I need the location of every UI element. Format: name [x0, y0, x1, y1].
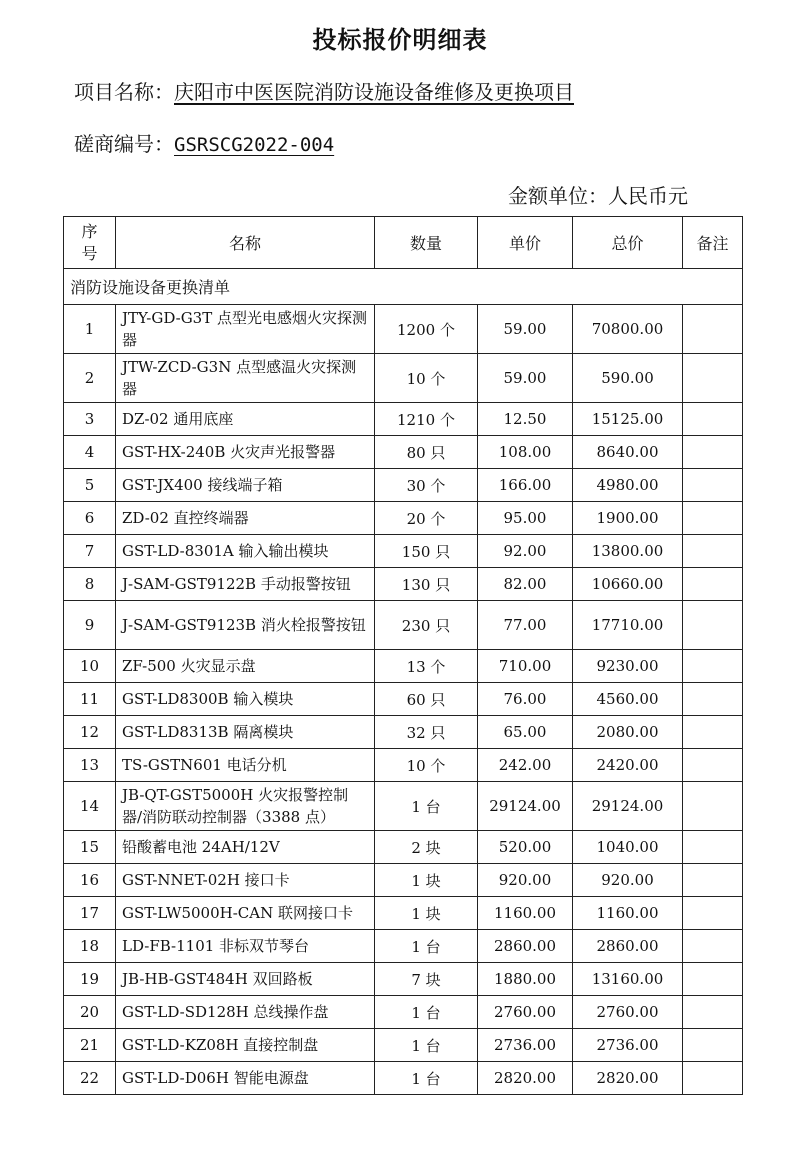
table-row	[64, 963, 743, 996]
item-total-price: 2080.00	[573, 716, 683, 749]
item-name: JTY-GD-G3T 点型光电感烟火灾探测器	[116, 305, 375, 354]
item-total-price: 15125.00	[573, 403, 683, 436]
item-total-price: 2760.00	[573, 996, 683, 1029]
item-quantity: 1 台	[375, 996, 478, 1029]
item-quantity: 10 个	[375, 749, 478, 782]
quote-table	[63, 216, 743, 1095]
table-row	[64, 1062, 743, 1095]
item-unit-price: 95.00	[478, 502, 573, 535]
item-unit-price: 77.00	[478, 601, 573, 650]
table-row	[64, 502, 743, 535]
row-number: 3	[64, 403, 116, 436]
item-total-price: 1160.00	[573, 897, 683, 930]
table-row	[64, 864, 743, 897]
item-note	[683, 469, 743, 502]
col-qty: 数量	[375, 217, 478, 269]
item-total-price: 29124.00	[573, 782, 683, 831]
table-row	[64, 568, 743, 601]
item-unit-price: 92.00	[478, 535, 573, 568]
row-number: 14	[64, 782, 116, 831]
table-row	[64, 354, 743, 403]
item-name: GST-JX400 接线端子箱	[116, 469, 375, 502]
item-total-price: 2820.00	[573, 1062, 683, 1095]
item-quantity: 10 个	[375, 354, 478, 403]
item-quantity: 230 只	[375, 601, 478, 650]
item-name: GST-LD-KZ08H 直接控制盘	[116, 1029, 375, 1062]
item-unit-price: 2760.00	[478, 996, 573, 1029]
row-number: 17	[64, 897, 116, 930]
item-name: GST-HX-240B 火灾声光报警器	[116, 436, 375, 469]
table-row	[64, 436, 743, 469]
col-name: 名称	[116, 217, 375, 269]
item-total-price: 2420.00	[573, 749, 683, 782]
item-quantity: 30 个	[375, 469, 478, 502]
item-quantity: 1 块	[375, 864, 478, 897]
item-note	[683, 897, 743, 930]
item-total-price: 9230.00	[573, 650, 683, 683]
row-number: 10	[64, 650, 116, 683]
table-row	[64, 1029, 743, 1062]
row-number: 16	[64, 864, 116, 897]
row-number: 20	[64, 996, 116, 1029]
col-total: 总价	[573, 217, 683, 269]
item-name: JB-HB-GST484H 双回路板	[116, 963, 375, 996]
project-name: 庆阳市中医医院消防设施设备维修及更换项目	[174, 80, 574, 104]
row-number: 1	[64, 305, 116, 354]
item-unit-price: 920.00	[478, 864, 573, 897]
item-name: GST-LD-D06H 智能电源盘	[116, 1062, 375, 1095]
row-number: 8	[64, 568, 116, 601]
item-note	[683, 683, 743, 716]
item-unit-price: 2736.00	[478, 1029, 573, 1062]
table-row	[64, 749, 743, 782]
item-total-price: 1900.00	[573, 502, 683, 535]
row-number: 12	[64, 716, 116, 749]
item-unit-price: 12.50	[478, 403, 573, 436]
item-unit-price: 108.00	[478, 436, 573, 469]
row-number: 9	[64, 601, 116, 650]
item-note	[683, 650, 743, 683]
table-row	[64, 897, 743, 930]
item-quantity: 1 台	[375, 1062, 478, 1095]
item-name: J-SAM-GST9122B 手动报警按钮	[116, 568, 375, 601]
item-name: LD-FB-1101 非标双节琴台	[116, 930, 375, 963]
item-name: GST-LD-SD128H 总线操作盘	[116, 996, 375, 1029]
item-note	[683, 403, 743, 436]
table-row	[64, 683, 743, 716]
row-number: 13	[64, 749, 116, 782]
item-total-price: 17710.00	[573, 601, 683, 650]
item-note	[683, 963, 743, 996]
item-note	[683, 749, 743, 782]
section-title: 消防设施设备更换清单	[64, 269, 743, 305]
project-label: 项目名称：	[74, 80, 174, 104]
item-quantity: 32 只	[375, 716, 478, 749]
row-number: 22	[64, 1062, 116, 1095]
item-name: GST-LD-8301A 输入输出模块	[116, 535, 375, 568]
item-total-price: 13800.00	[573, 535, 683, 568]
item-quantity: 7 块	[375, 963, 478, 996]
section-row	[64, 269, 743, 305]
item-unit-price: 82.00	[478, 568, 573, 601]
item-name: GST-LD8300B 输入模块	[116, 683, 375, 716]
item-unit-price: 76.00	[478, 683, 573, 716]
item-name: JTW-ZCD-G3N 点型感温火灾探测器	[116, 354, 375, 403]
item-note	[683, 1029, 743, 1062]
item-quantity: 1 台	[375, 930, 478, 963]
col-price: 单价	[478, 217, 573, 269]
item-total-price: 8640.00	[573, 436, 683, 469]
item-total-price: 920.00	[573, 864, 683, 897]
item-total-price: 13160.00	[573, 963, 683, 996]
table-row	[64, 601, 743, 650]
consultation-number: GSRSCG2022-004	[174, 134, 335, 156]
item-unit-price: 710.00	[478, 650, 573, 683]
table-row	[64, 716, 743, 749]
item-unit-price: 1160.00	[478, 897, 573, 930]
row-number: 19	[64, 963, 116, 996]
row-number: 5	[64, 469, 116, 502]
project-line	[74, 76, 574, 105]
item-note	[683, 831, 743, 864]
item-unit-price: 29124.00	[478, 782, 573, 831]
table-row	[64, 305, 743, 354]
row-number: 4	[64, 436, 116, 469]
item-note	[683, 436, 743, 469]
table-row	[64, 469, 743, 502]
row-number: 15	[64, 831, 116, 864]
item-note	[683, 996, 743, 1029]
item-total-price: 10660.00	[573, 568, 683, 601]
consultation-number-label: 磋商编号：	[74, 132, 174, 156]
item-total-price: 2860.00	[573, 930, 683, 963]
table-row	[64, 996, 743, 1029]
item-note	[683, 601, 743, 650]
item-total-price: 1040.00	[573, 831, 683, 864]
row-number: 11	[64, 683, 116, 716]
item-note	[683, 1062, 743, 1095]
item-name: ZF-500 火灾显示盘	[116, 650, 375, 683]
item-quantity: 80 只	[375, 436, 478, 469]
item-unit-price: 242.00	[478, 749, 573, 782]
item-name: J-SAM-GST9123B 消火栓报警按钮	[116, 601, 375, 650]
item-note	[683, 716, 743, 749]
item-quantity: 20 个	[375, 502, 478, 535]
item-name: TS-GSTN601 电话分机	[116, 749, 375, 782]
item-name: GST-LD8313B 隔离模块	[116, 716, 375, 749]
table-row	[64, 782, 743, 831]
item-quantity: 2 块	[375, 831, 478, 864]
item-unit-price: 2860.00	[478, 930, 573, 963]
item-unit-price: 65.00	[478, 716, 573, 749]
item-name: ZD-02 直控终端器	[116, 502, 375, 535]
table-row	[64, 403, 743, 436]
row-number: 2	[64, 354, 116, 403]
row-number: 7	[64, 535, 116, 568]
item-quantity: 1 台	[375, 1029, 478, 1062]
table-row	[64, 831, 743, 864]
table-row	[64, 930, 743, 963]
item-name: GST-NNET-02H 接口卡	[116, 864, 375, 897]
table-row	[64, 535, 743, 568]
item-name: GST-LW5000H-CAN 联网接口卡	[116, 897, 375, 930]
item-quantity: 130 只	[375, 568, 478, 601]
item-note	[683, 305, 743, 354]
row-number: 6	[64, 502, 116, 535]
item-note	[683, 864, 743, 897]
item-total-price: 4560.00	[573, 683, 683, 716]
item-note	[683, 930, 743, 963]
table-header-row	[64, 217, 743, 269]
item-quantity: 13 个	[375, 650, 478, 683]
item-quantity: 1 块	[375, 897, 478, 930]
item-quantity: 60 只	[375, 683, 478, 716]
item-note	[683, 502, 743, 535]
item-quantity: 1200 个	[375, 305, 478, 354]
consultation-number-line	[74, 128, 334, 157]
col-seq: 序号	[64, 217, 116, 269]
item-total-price: 590.00	[573, 354, 683, 403]
item-unit-price: 59.00	[478, 305, 573, 354]
item-total-price: 4980.00	[573, 469, 683, 502]
item-unit-price: 520.00	[478, 831, 573, 864]
table-row	[64, 650, 743, 683]
item-unit-price: 59.00	[478, 354, 573, 403]
item-unit-price: 166.00	[478, 469, 573, 502]
item-note	[683, 535, 743, 568]
item-note	[683, 782, 743, 831]
page-title: 投标报价明细表	[312, 26, 488, 54]
row-number: 18	[64, 930, 116, 963]
item-unit-price: 2820.00	[478, 1062, 573, 1095]
item-note	[683, 354, 743, 403]
item-quantity: 1 台	[375, 782, 478, 831]
item-total-price: 70800.00	[573, 305, 683, 354]
row-number: 21	[64, 1029, 116, 1062]
item-unit-price: 1880.00	[478, 963, 573, 996]
item-quantity: 150 只	[375, 535, 478, 568]
item-total-price: 2736.00	[573, 1029, 683, 1062]
item-name: DZ-02 通用底座	[116, 403, 375, 436]
col-note: 备注	[683, 217, 743, 269]
currency-unit: 金额单位：人民币元	[508, 184, 688, 208]
item-note	[683, 568, 743, 601]
item-name: JB-QT-GST5000H 火灾报警控制器/消防联动控制器（3388 点）	[116, 782, 375, 831]
item-quantity: 1210 个	[375, 403, 478, 436]
item-name: 铅酸蓄电池 24AH/12V	[116, 831, 375, 864]
